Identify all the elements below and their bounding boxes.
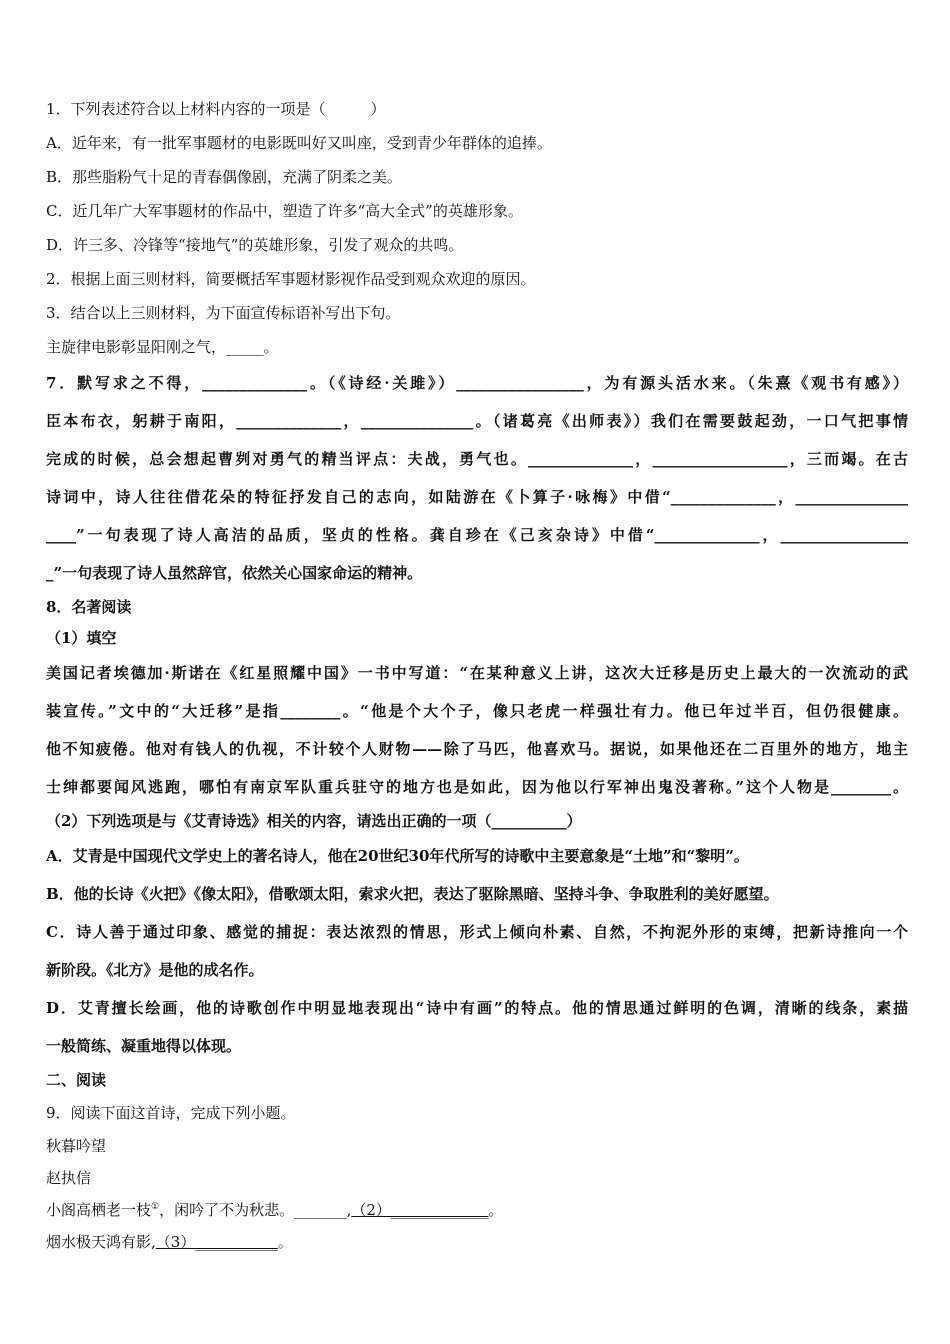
poem-line-1-part-a: 小阁高栖老一枝 [46, 1201, 152, 1219]
poem-line-2-end: 。 [277, 1233, 293, 1251]
q8-fill-line-4: 士绅都要闻风逃跑，哪怕有南京军队重兵驻守的地方也是如此，因为他以行军神出鬼没著称。”这个人物是________。 [46, 778, 908, 796]
poem-author: 赵执信 [46, 1169, 92, 1187]
q8-option-c-line-1: C．诗人善于通过印象、感觉的捕捉：表达浓烈的情思，形式上倾向朴素、自然，不拘泥外形的束缚，把新诗推向一个 [46, 923, 908, 941]
q8-fill-line-3: 他不知疲倦。他对有钱人的仇视，不计较个人财物——除了马匹，他喜欢马。据说，如果他还在二百里外的地方，地主 [46, 740, 908, 758]
q8-option-d-line-1: D．艾青擅长绘画，他的诗歌创作中明显地表现出“诗中有画”的特点。他的情思通过鲜明的色调，清晰的线条，素描 [46, 999, 908, 1017]
q7-line-1: 7．默写求之不得，______________。（《诗经·关雎》）_________________，为有源头活水来。（朱熹《观书有感》） [46, 374, 908, 392]
q1-option-c: C．近几年广大军事题材的作品中，塑造了许多“高大全式”的英雄形象。 [46, 202, 523, 220]
poem-blank-3[interactable]: （3）___________ [155, 1233, 278, 1251]
q8-fill-line-1: 美国记者埃德加·斯诺在《红星照耀中国》一书中写道：“在某种意义上讲，这次大迁移是历史上最大的一次流动的武 [46, 664, 908, 682]
q8-fill-line-2: 装宣传。”文中的“大迁移”是指________。“他是个大个子，像只老虎一样强壮有力。他已年过半百，但仍很健康。 [46, 702, 908, 720]
q8-choice-stem: （2）下列选项是与《艾青诗选》相关的内容，请选出正确的一项（__________） [46, 812, 582, 830]
q7-line-6: _”一句表现了诗人虽然辞官，依然关心国家命运的精神。 [46, 564, 423, 582]
q8-option-c-line-2: 新阶段。《北方》是他的成名作。 [46, 961, 264, 979]
poem-line-2 [46, 1226, 908, 1258]
section-2-title: 二、阅读 [46, 1071, 107, 1089]
q8-option-a: A．艾青是中国现代文学史上的著名诗人，他在20世纪30年代所写的诗歌中主要意象是“土地”和“黎明”。 [46, 847, 749, 865]
q8-fill-title: （1）填空 [46, 629, 117, 647]
q7-line-2: 臣本布衣，躬耕于南阳，______________，_______________。（诸葛亮《出师表》）我们在需要鼓起劲，一口气把事情 [46, 412, 908, 430]
q8-option-d-line-2: 一般简练、凝重地得以体现。 [46, 1037, 242, 1055]
q1-stem: 1．下列表述符合以上材料内容的一项是（ ） [46, 100, 386, 118]
q1-option-b: B．那些脂粉气十足的青春偶像剧，充满了阴柔之美。 [46, 168, 403, 186]
poem-title: 秋暮吟望 [46, 1137, 107, 1155]
poem-line-1 [46, 1194, 908, 1226]
q9-stem: 9．阅读下面这首诗，完成下列小题。 [46, 1104, 296, 1122]
q3-stem: 3．结合以上三则材料，为下面宣传标语补写出下句。 [46, 304, 401, 322]
exam-page [46, 92, 908, 1258]
footnote-marker: ① [151, 1202, 160, 1212]
q8-title: 8．名著阅读 [46, 598, 132, 616]
q3-slogan: 主旋律电影彰显阳刚之气，_____。 [46, 338, 279, 356]
q2-stem: 2．根据上面三则材料，简要概括军事题材影视作品受到观众欢迎的原因。 [46, 270, 536, 288]
poem-blank-2[interactable]: （2）_____________ [351, 1201, 489, 1219]
q8-option-b: B．他的长诗《火把》《像太阳》，借歌颂太阳，索求火把，表达了驱除黑暗、坚持斗争、争取胜利的美好愿望。 [46, 885, 779, 903]
q7-line-4: 诗词中，诗人往往借花朵的特征抒发自己的志向，如陆游在《卜算子·咏梅》中借“______________，_______________ [46, 488, 908, 506]
poem-line-1-part-b: ，闲吟了不为秋悲。_______, [159, 1201, 352, 1219]
q7-line-5: ____”一句表现了诗人高洁的品质，坚贞的性格。龚自珍在《己亥杂诗》中借“______________，_________________ [46, 526, 908, 544]
q1-option-a: A．近年来，有一批军事题材的电影既叫好又叫座，受到青少年群体的追捧。 [46, 134, 552, 152]
q7-line-3: 完成的时候，总会想起曹刿对勇气的精当评点：夫战，勇气也。______________，__________________，三而竭。在古 [46, 450, 908, 468]
q1-option-d: D．许三多、冷锋等“接地气”的英雄形象，引发了观众的共鸣。 [46, 236, 464, 254]
poem-line-1-end: 。 [488, 1201, 504, 1219]
poem-line-2-part-a: 烟水极天鸿有影, [46, 1233, 156, 1251]
